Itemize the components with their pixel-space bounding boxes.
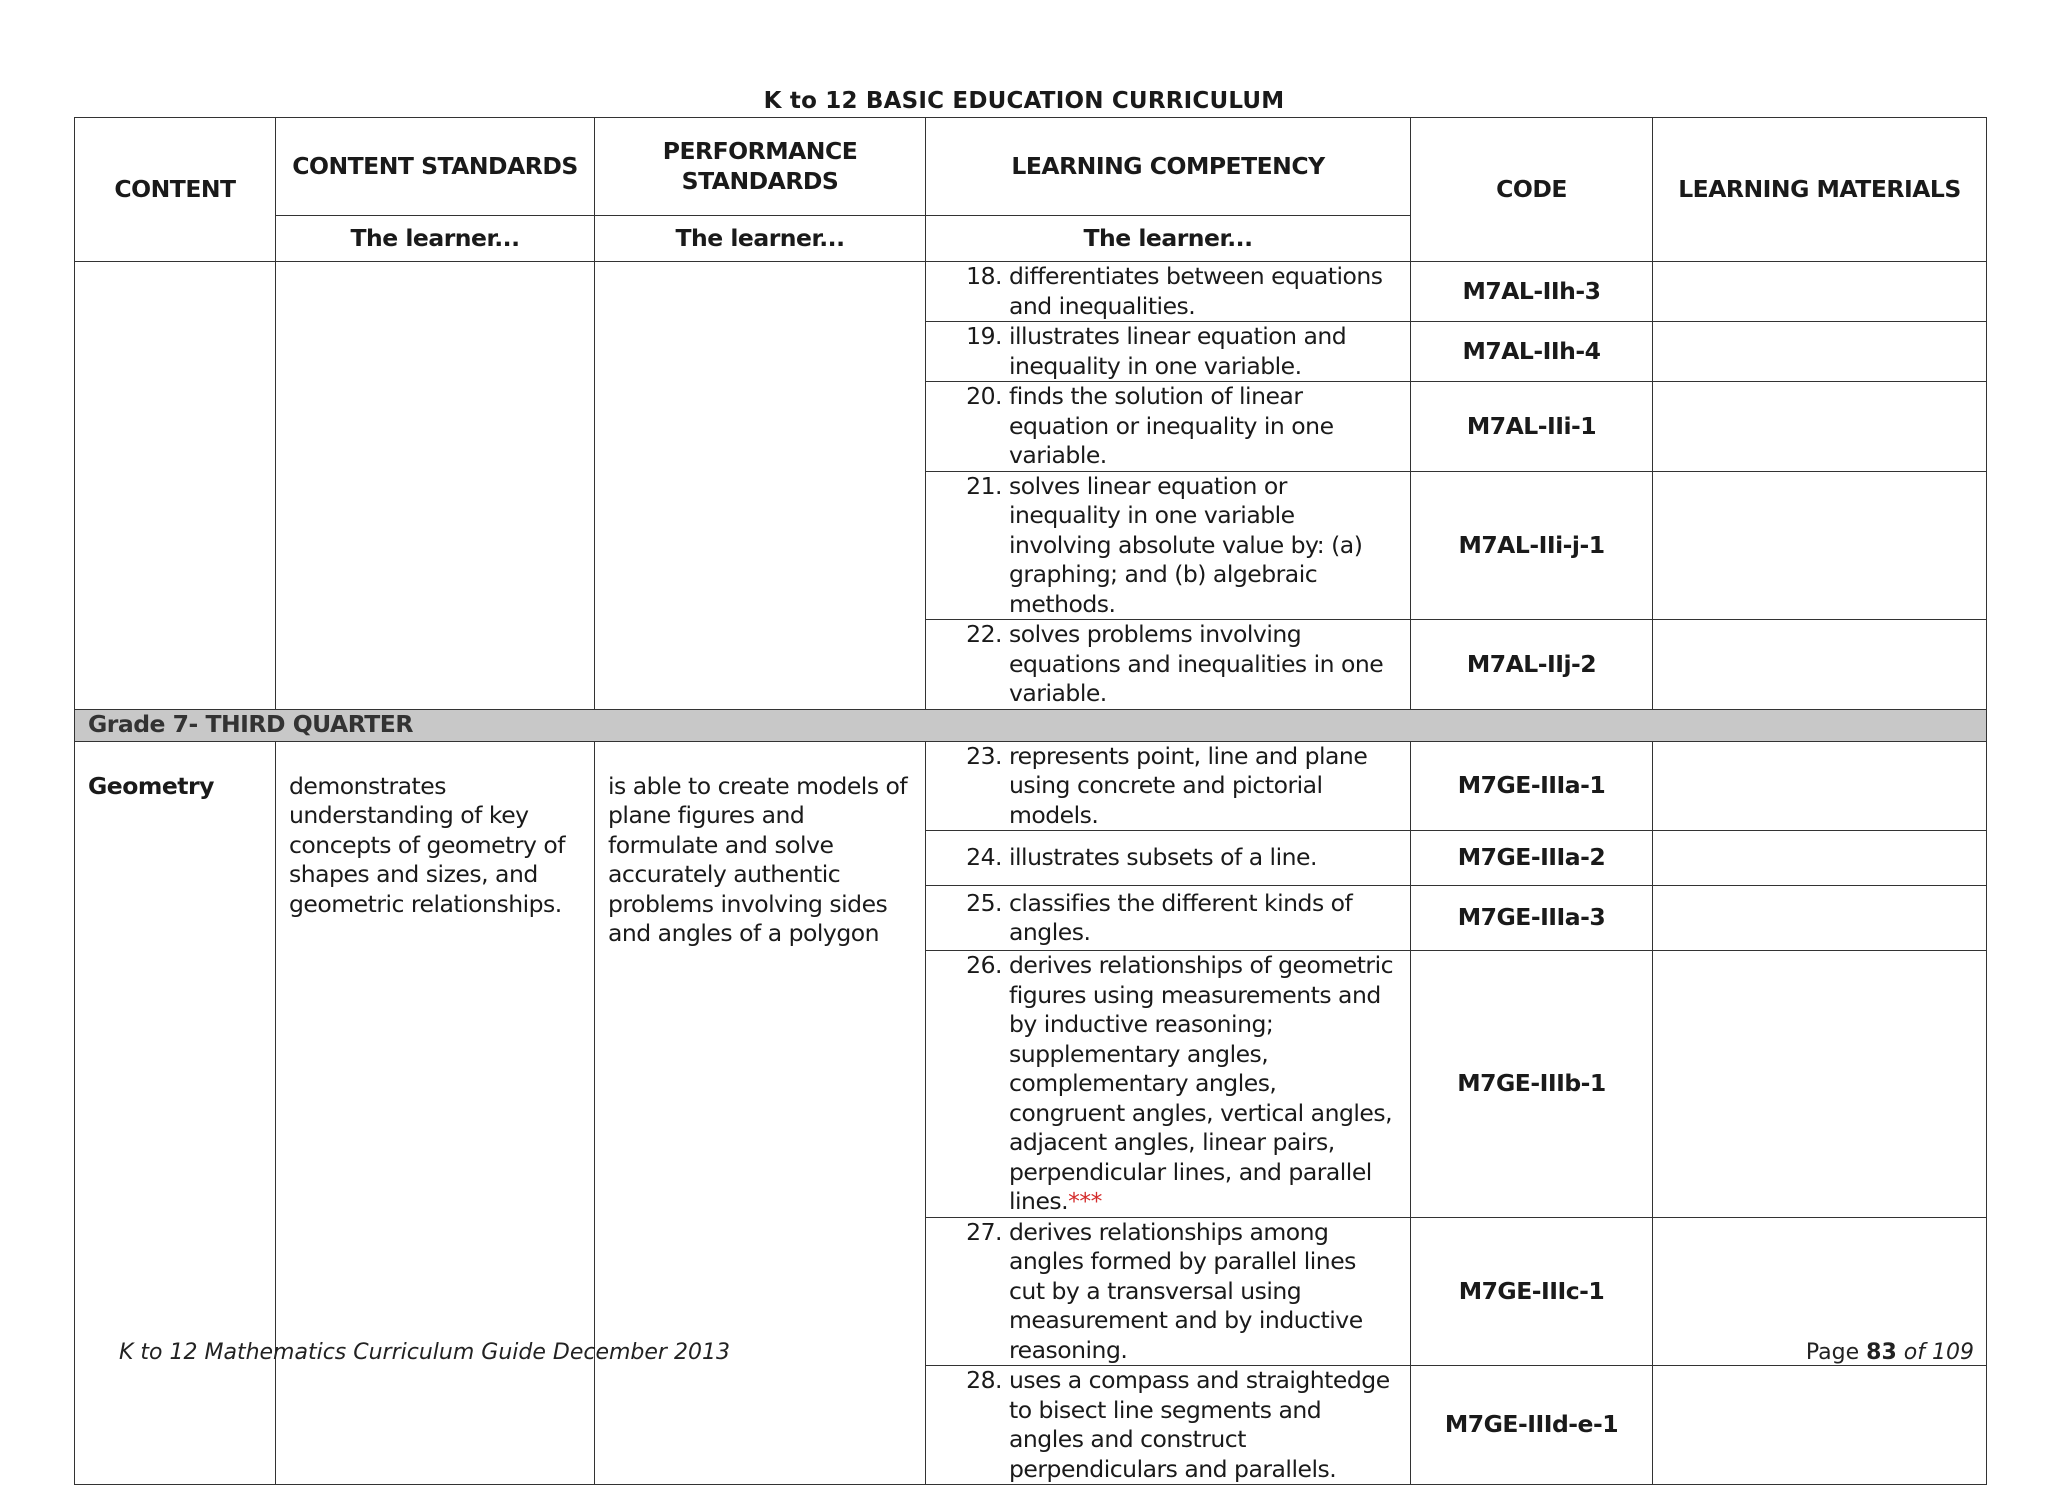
header-content: CONTENT bbox=[75, 118, 276, 262]
empty-content-standards-cell bbox=[276, 262, 595, 710]
quarter-label: Grade 7- THIRD QUARTER bbox=[75, 709, 1987, 741]
materials-cell bbox=[1653, 322, 1987, 382]
document-title: K to 12 BASIC EDUCATION CURRICULUM bbox=[763, 88, 1285, 114]
competency-cell: 20. finds the solution of linear equation or inequality in one variable. bbox=[926, 382, 1411, 472]
competency-cell: 26. derives relationships of geometric figures using measurements and by inductive reasoning; supplementary angles, complementary angles, congruent angles, vertical angles, adjacent angles, linear pairs, perpendicular lines, and parallel lines.*** bbox=[926, 951, 1411, 1218]
competency-cell: 28. uses a compass and straightedge to bisect line segments and angles and construct perpendiculars and parallels. bbox=[926, 1366, 1411, 1485]
materials-cell bbox=[1653, 1366, 1987, 1485]
code-cell: M7GE-IIId-e-1 bbox=[1411, 1366, 1653, 1485]
code-cell: M7GE-IIIa-3 bbox=[1411, 886, 1653, 951]
code-cell: M7AL-IIi-1 bbox=[1411, 382, 1653, 472]
code-cell: M7AL-IIj-2 bbox=[1411, 620, 1653, 710]
header-performance-standards: PERFORMANCE STANDARDS bbox=[595, 118, 926, 216]
code-cell: M7GE-IIIa-1 bbox=[1411, 741, 1653, 831]
competency-cell: 18. differentiates between equations and inequalities. bbox=[926, 262, 1411, 322]
code-cell: M7AL-IIi-j-1 bbox=[1411, 471, 1653, 620]
content-standard-cell: demonstrates understanding of key concepts of geometry of shapes and sizes, and geometric relationships. bbox=[276, 741, 595, 1485]
footer-page: Page 83 of 109 bbox=[1805, 1340, 1974, 1365]
empty-content-cell bbox=[75, 262, 276, 710]
empty-performance-standards-cell bbox=[595, 262, 926, 710]
materials-cell bbox=[1653, 620, 1987, 710]
competency-cell: 25. classifies the different kinds of angles. bbox=[926, 886, 1411, 951]
page-number: 83 bbox=[1866, 1340, 1897, 1365]
header-content-standards: CONTENT STANDARDS bbox=[276, 118, 595, 216]
page-total: of 109 bbox=[1903, 1340, 1974, 1365]
geometry-label: Geometry bbox=[88, 771, 214, 800]
competency-cell: 24. illustrates subsets of a line. bbox=[926, 831, 1411, 886]
table-row bbox=[75, 741, 1987, 831]
table-row bbox=[75, 262, 1987, 322]
quarter-row bbox=[75, 709, 1987, 741]
performance-standard-cell: is able to create models of plane figures and formulate and solve accurately authentic problems involving sides and angles of a polygon bbox=[595, 741, 926, 1485]
materials-cell bbox=[1653, 951, 1987, 1218]
code-cell: M7AL-IIh-4 bbox=[1411, 322, 1653, 382]
competency-cell: 23. represents point, line and plane using concrete and pictorial models. bbox=[926, 741, 1411, 831]
header-learning-competency: LEARNING COMPETENCY bbox=[926, 118, 1411, 216]
materials-cell bbox=[1653, 471, 1987, 620]
competency-cell: 21. solves linear equation or inequality in one variable involving absolute value by: (a) graphing; and (b) algebraic methods. bbox=[926, 471, 1411, 620]
materials-cell bbox=[1653, 831, 1987, 886]
footer-guide: K to 12 Mathematics Curriculum Guide December 2013 bbox=[119, 1340, 730, 1365]
header-learner-lc: The learner... bbox=[926, 216, 1411, 262]
header-learning-materials: LEARNING MATERIALS bbox=[1653, 118, 1987, 262]
competency-cell: 19. illustrates linear equation and inequality in one variable. bbox=[926, 322, 1411, 382]
materials-cell bbox=[1653, 262, 1987, 322]
competency-cell: 22. solves problems involving equations and inequalities in one variable. bbox=[926, 620, 1411, 710]
asterisk-mark: *** bbox=[1068, 1187, 1102, 1215]
code-cell: M7GE-IIIc-1 bbox=[1411, 1217, 1653, 1366]
content-cell bbox=[75, 741, 276, 1485]
curriculum-table bbox=[74, 117, 1987, 1485]
code-cell: M7GE-IIIa-2 bbox=[1411, 831, 1653, 886]
materials-cell bbox=[1653, 886, 1987, 951]
materials-cell bbox=[1653, 741, 1987, 831]
competency-cell: 27. derives relationships among angles formed by parallel lines cut by a transversal using measurement and by inductive reasoning. bbox=[926, 1217, 1411, 1366]
header-learner-ps: The learner... bbox=[595, 216, 926, 262]
materials-cell bbox=[1653, 382, 1987, 472]
header-learner-cs: The learner... bbox=[276, 216, 595, 262]
code-cell: M7GE-IIIb-1 bbox=[1411, 951, 1653, 1218]
code-cell: M7AL-IIh-3 bbox=[1411, 262, 1653, 322]
header-code: CODE bbox=[1411, 118, 1653, 262]
